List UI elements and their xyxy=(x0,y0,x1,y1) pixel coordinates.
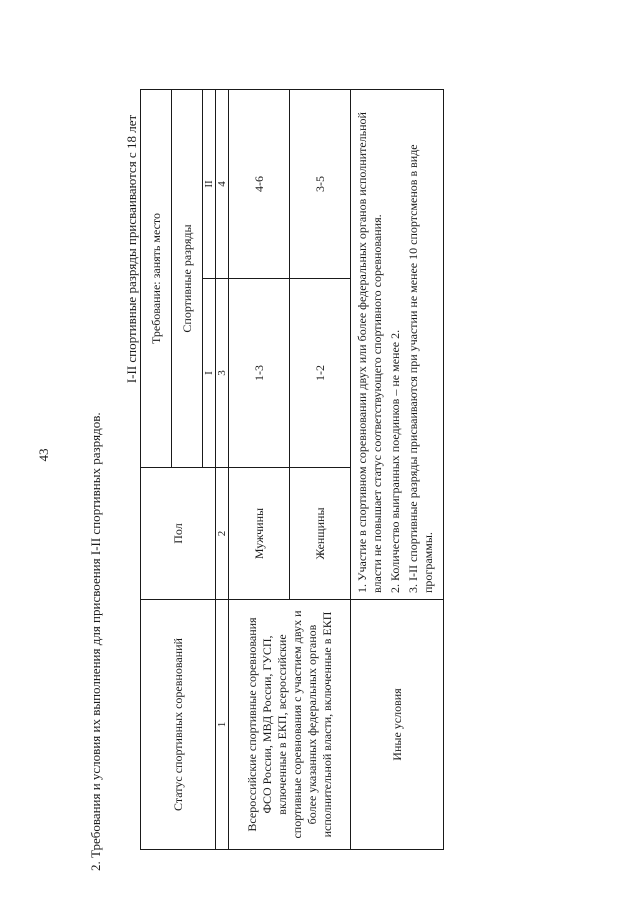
requirement-header: Требование: занять место xyxy=(141,90,172,468)
section-heading: 2. Требования и условия их выполнения для присвоения I-II спортивных разрядов. xyxy=(88,412,103,871)
table-subtitle: I-II спортивные разряды присваиваются с 18 лет xyxy=(124,114,139,384)
column-number: 4 xyxy=(216,90,229,279)
place-rank-1-women: 1-2 xyxy=(290,279,351,468)
rank-2-header: II xyxy=(203,90,216,279)
requirements-table xyxy=(140,89,444,850)
column-number: 1 xyxy=(216,600,229,850)
column-number: 2 xyxy=(216,468,229,600)
sex-cell-women: Женщины xyxy=(290,468,351,600)
status-header: Статус спортивных соревнований xyxy=(141,600,216,850)
place-rank-2-women: 3-5 xyxy=(290,90,351,279)
rank-1-header: I xyxy=(203,279,216,468)
ranks-header: Спортивные разряды xyxy=(172,90,203,468)
condition-item: 1. Участие в спортивном соревновании двух или более федеральных органов исполнительной власти не повышает статус соответствующего спортивного соревнования. xyxy=(355,112,384,593)
condition-item: 2. Количество выигранных поединков – не менее 2. xyxy=(388,329,402,593)
sex-cell-men: Мужчины xyxy=(229,468,290,600)
competition-status-cell: Всероссийские спортивные соревнования ФСО России, МВД России, ГУСП, включенные в ЕКП, всероссийские спортивные соревнования с участием двух и более указанных федеральных органов исполнительной власти, включенные в ЕКП xyxy=(229,600,351,850)
place-rank-2-men: 4-6 xyxy=(229,90,290,279)
page-number: 43 xyxy=(36,448,51,462)
other-conditions-cell xyxy=(351,90,444,600)
other-conditions-label: Иные условия xyxy=(351,600,444,850)
column-number: 3 xyxy=(216,279,229,468)
sex-header: Пол xyxy=(141,468,216,600)
place-rank-1-men: 1-3 xyxy=(229,279,290,468)
requirements-table-container xyxy=(140,90,435,850)
condition-item: 3. I-II спортивные разряды присваиваются при участии не менее 10 спортсменов в виде программы. xyxy=(406,144,435,593)
